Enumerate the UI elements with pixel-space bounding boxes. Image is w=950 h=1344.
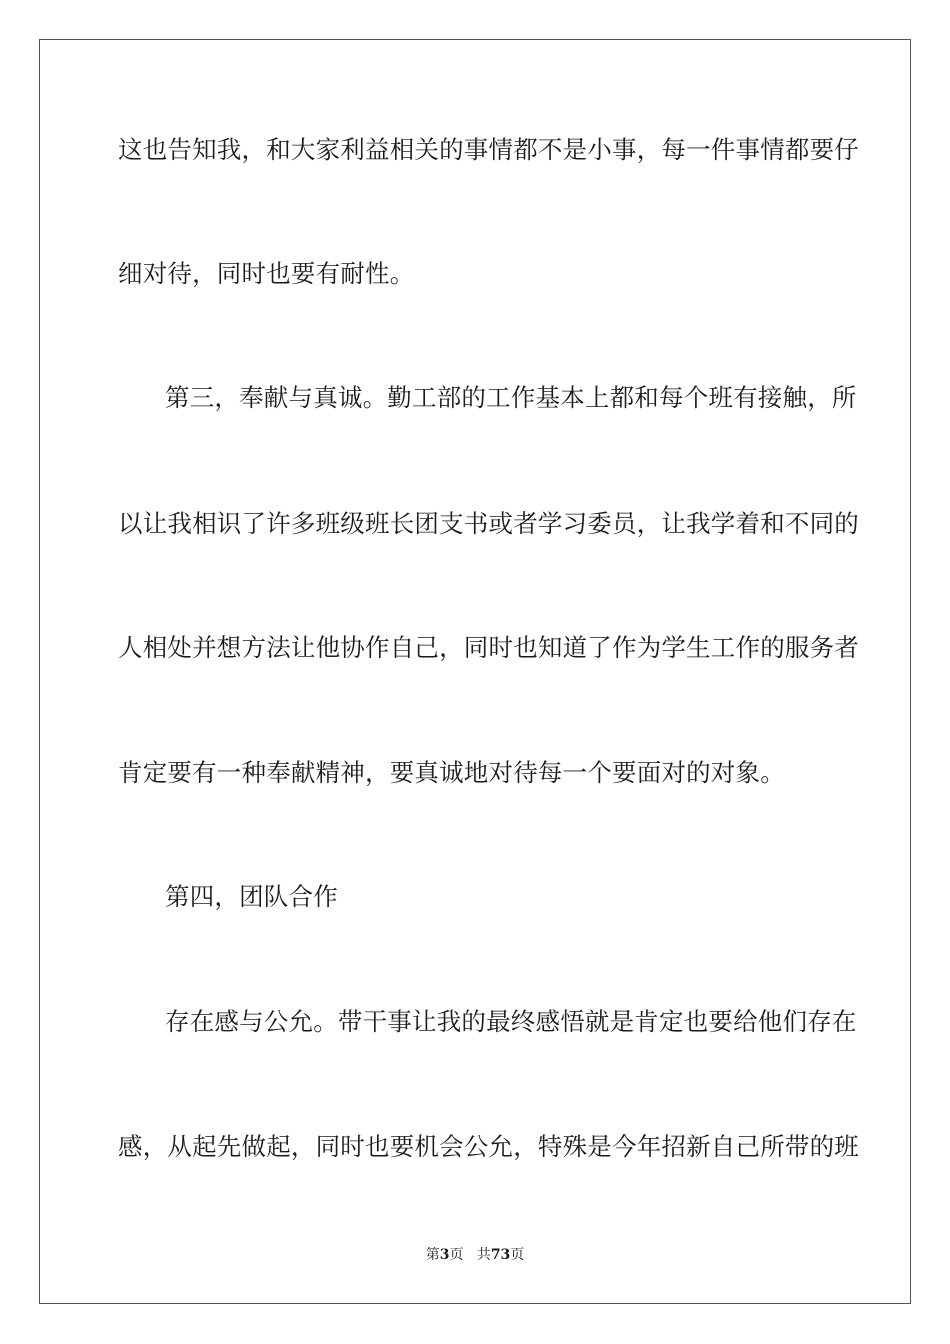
page-footer [0,1246,950,1264]
paragraph-line-8: 存在感与公允。带干事让我的最终感悟就是肯定也要给他们存在 [165,1007,857,1036]
page-border [39,39,911,1304]
footer-total-suffix: 页 [510,1247,525,1263]
paragraph-line-9: 感，从起先做起，同时也要机会公允，特殊是今年招新自己所带的班 [118,1132,859,1161]
paragraph-line-1: 这也告知我，和大家利益相关的事情都不是小事，每一件事情都要仔 [118,135,859,164]
paragraph-line-6: 肯定要有一种奉献精神，要真诚地对待每一个要面对的对象。 [118,758,785,787]
footer-page-prefix: 第 [425,1247,440,1263]
footer-total-pages: 73 [490,1247,511,1263]
paragraph-line-4: 以让我相识了许多班级班长团支书或者学习委员，让我学着和不同的 [118,509,859,538]
paragraph-line-2: 细对待，同时也要有耐性。 [118,259,415,288]
section-heading: 第四，团队合作 [165,882,338,911]
paragraph-line-3: 第三，奉献与真诚。勤工部的工作基本上都和每个班有接触，所 [165,383,857,412]
footer-total-prefix: 共 [476,1247,491,1263]
footer-page-number: 3 [439,1247,450,1263]
paragraph-line-5: 人相处并想方法让他协作自己，同时也知道了作为学生工作的服务者 [118,633,859,662]
footer-page-suffix: 页 [449,1247,464,1263]
